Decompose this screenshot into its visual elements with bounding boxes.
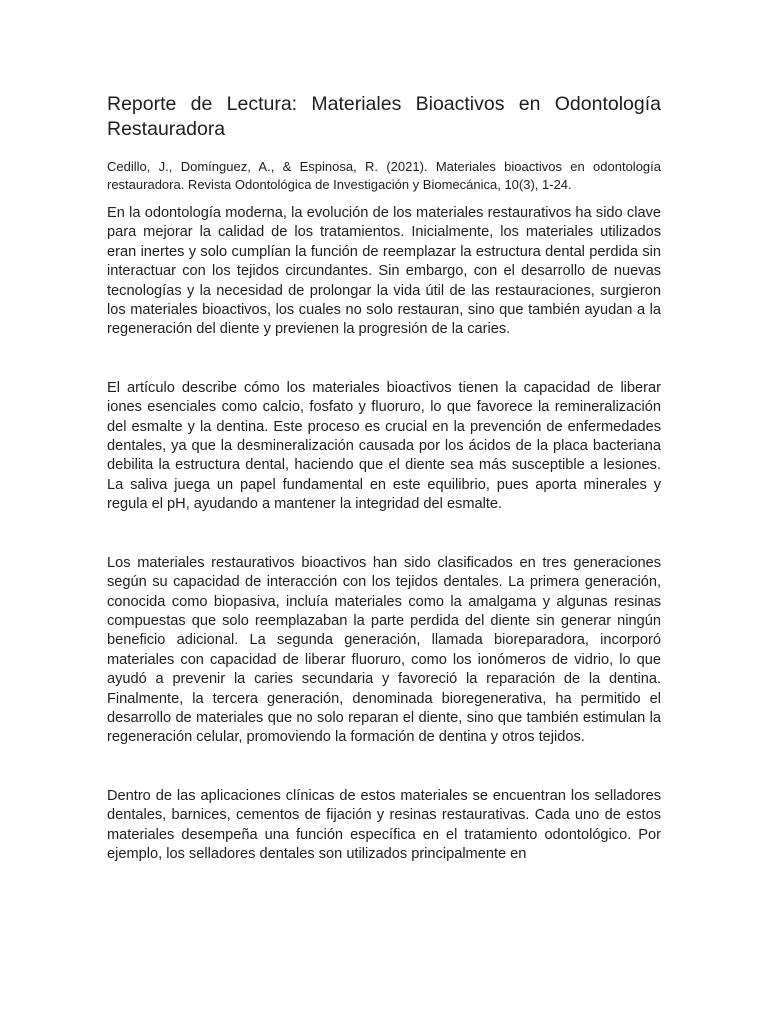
paragraph-1: En la odontología moderna, la evolución de los materiales restaurativos ha sido clave para mejorar la calidad de los tratamientos. Inicialmente, los materiales utilizados eran inertes y solo cumplían la función de reemplazar la estructura dental perdida sin interactuar con los tejidos circundantes. Sin embargo, con el desarrollo de nuevas tecnologías y la necesidad de prolongar la vida útil de las restauraciones, surgieron los materiales bioactivos, los cuales no solo restauran, sino que también ayudan a la regeneración del diente y previenen la progresión de la caries. bbox=[107, 205, 661, 338]
document-title: Reporte de Lectura: Materiales Bioactivos en Odontología Restauradora bbox=[107, 93, 661, 140]
paragraph-4: Dentro de las aplicaciones clínicas de estos materiales se encuentran los selladores dentales, barnices, cementos de fijación y resinas restaurativas. Cada uno de estos materiales desempeña una función específica en el tratamiento odontológico. Por ejemplo, los selladores dentales son utilizados principalmente en bbox=[107, 787, 661, 862]
citation: Cedillo, J., Domínguez, A., & Espinosa, R. (2021). Materiales bioactivos en odontología restauradora. Revista Odontológica de Investigación y Biomecánica, 10(3), 1-24. bbox=[107, 159, 661, 192]
paragraph-3: Los materiales restaurativos bioactivos han sido clasificados en tres generaciones según su capacidad de interacción con los tejidos dentales. La primera generación, conocida como biopasiva, incluía materiales como la amalgama y algunas resinas compuestas que solo reemplazaban la parte perdida del diente sin generar ningún beneficio adicional. La segunda generación, llamada bioreparadora, incorporó materiales con capacidad de liberar fluoruro, como los ionómeros de vidrio, lo que ayudó a prevenir la caries secundaria y favoreció la reparación de la dentina. Finalmente, la tercera generación, denominada bioregenerativa, ha permitido el desarrollo de materiales que no solo reparan el diente, sino que también estimulan la regeneración celular, promoviendo la formación de dentina y otros tejidos. bbox=[107, 554, 661, 746]
document-page bbox=[107, 92, 661, 864]
paragraph-2: El artículo describe cómo los materiales bioactivos tienen la capacidad de liberar iones esenciales como calcio, fosfato y fluoruro, lo que favorece la remineralización del esmalte y la dentina. Este proceso es crucial en la prevención de enfermedades dentales, ya que la desmineralización causada por los ácidos de la placa bacteriana debilita la estructura dental, haciendo que el diente sea más susceptible a lesiones. La saliva juega un papel fundamental en este equilibrio, pues aporta minerales y regula el pH, ayudando a mantener la integridad del esmalte. bbox=[107, 379, 661, 513]
